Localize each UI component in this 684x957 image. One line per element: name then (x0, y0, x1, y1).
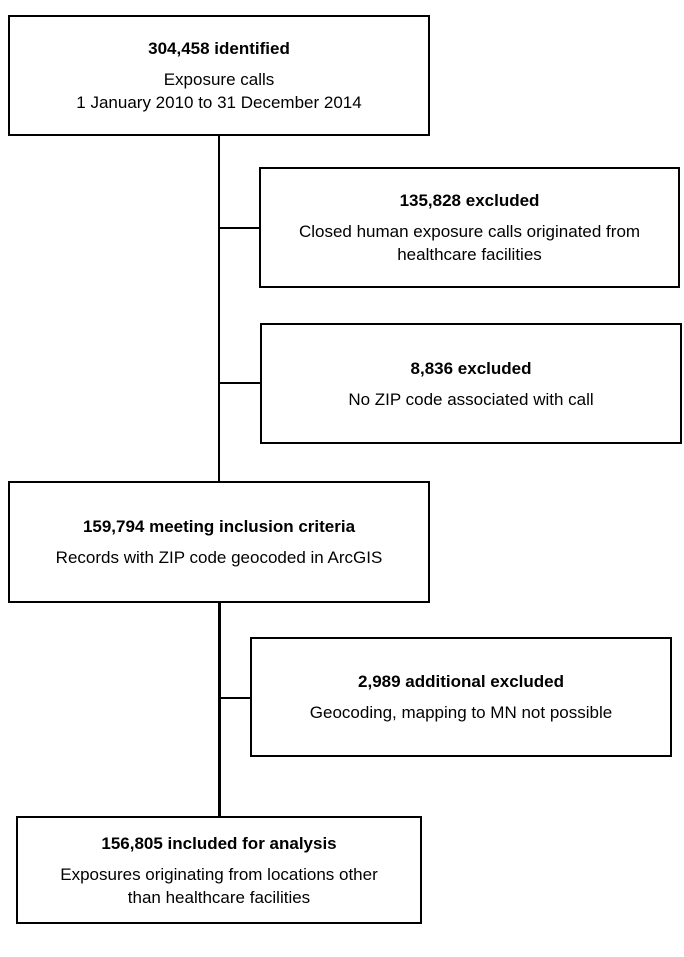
connector-main-upper (218, 135, 220, 483)
identified-box (8, 15, 430, 136)
connector-branch-excluded2 (218, 382, 261, 384)
included-analysis-desc: Exposures originating from locations other than healthcare facilities (60, 864, 378, 907)
excluded-geocoding-desc: Geocoding, mapping to MN not possible (309, 703, 613, 722)
excluded-healthcare-box (259, 167, 680, 288)
excluded-healthcare-title: 135,828 excluded (399, 191, 540, 210)
connector-branch-excluded1 (218, 227, 260, 229)
connector-branch-excluded3 (218, 697, 251, 699)
excluded-no-zip-box (260, 323, 682, 444)
excluded-healthcare-desc: Closed human exposure calls originated from healthcare facilities (298, 222, 641, 264)
included-analysis-title: 156,805 included for analysis (101, 833, 337, 853)
connector-main-lower (218, 602, 221, 818)
excluded-no-zip-desc: No ZIP code associated with call (348, 389, 594, 409)
included-analysis-box (16, 816, 422, 924)
identified-desc: Exposure calls 1 January 2010 to 31 December 2014 (76, 70, 362, 112)
inclusion-criteria-title: 159,794 meeting inclusion criteria (82, 517, 356, 536)
excluded-no-zip-title: 8,836 excluded (410, 358, 532, 378)
identified-title: 304,458 identified (148, 39, 290, 58)
excluded-geocoding-box (250, 637, 672, 757)
excluded-geocoding-title: 2,989 additional excluded (358, 672, 564, 691)
inclusion-criteria-desc: Records with ZIP code geocoded in ArcGIS (55, 548, 383, 567)
inclusion-criteria-box (8, 481, 430, 603)
